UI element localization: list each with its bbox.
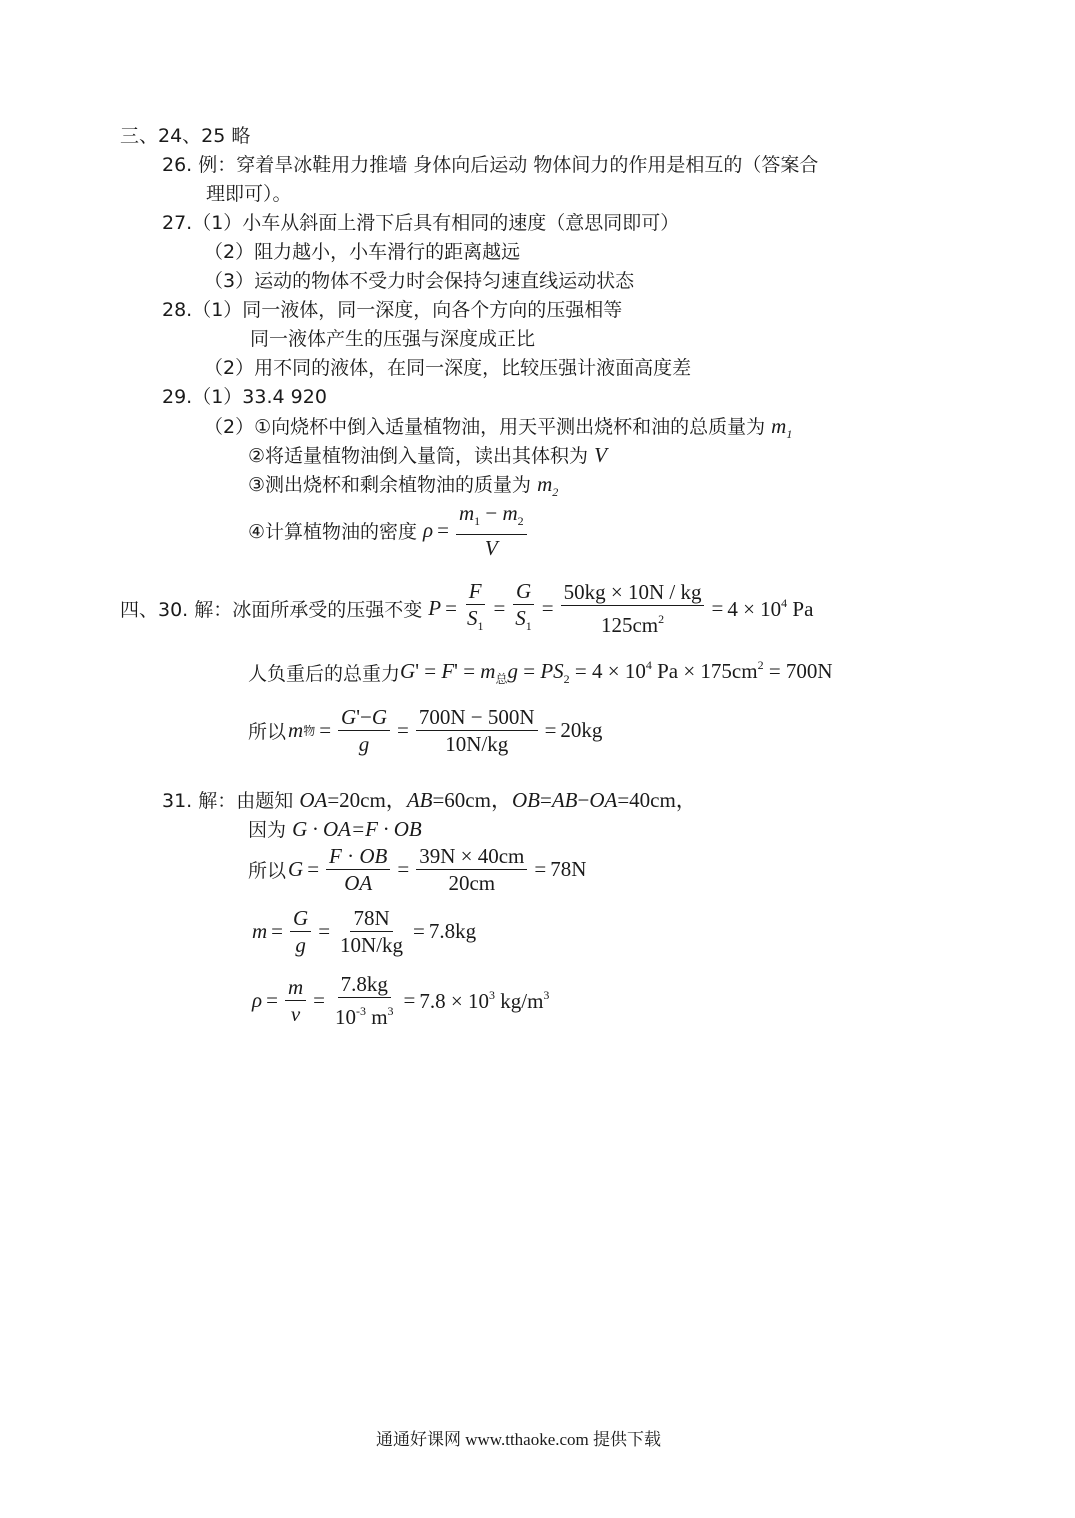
q29-v: V: [594, 443, 607, 467]
q30-line1: 四、30. 解：冰面所承受的压强不变 P = $\frac{F}{S_1}$ = $\frac{G}{S_1}$ = $\frac{50kg \times 10N / kg}{125cm^2}$ = $4 \times 10^4$ Pa: [120, 579, 814, 637]
q31-line1: 31. 解：由题知 OA=20cm，AB=60cm，OB=AB−OA=40cm，: [162, 788, 697, 812]
q31-line3: 所以 G = $\frac{F \cdot OB}{OA}$ = $\frac{39N \times 40cm}{20cm}$ = 78N: [248, 844, 587, 895]
q29-step3-text: ③测出烧杯和剩余植物油的质量为: [248, 474, 532, 496]
q30-total-weight-text: 人负重后的总重力: [248, 663, 401, 685]
q29-m1: $m_1$: [771, 414, 793, 441]
q28-line1: 28.（1）同一液体，同一深度，向各个方向的压强相等: [162, 299, 623, 321]
q30-line3: 所以 m 物 = $\frac{G'-G}{g}$ = $\frac{700N - 500N}{10N/kg}$ = 20kg: [248, 705, 603, 756]
q29-step4: ④计算植物油的密度 ρ = $\frac{m_1 - m_2}{V}$: [248, 500, 530, 561]
q30-so-text: 所以: [248, 721, 287, 743]
q31-label: 31. 解：由题知: [162, 790, 294, 812]
q29-step2-text: ②将适量植物油倒入量筒，读出其体积为: [248, 445, 589, 467]
q28-line3: （2）用不同的液体，在同一深度，比较压强计液面高度差: [204, 357, 692, 379]
q31-because: 因为: [248, 819, 287, 841]
density-fraction: $\frac{m_1 - m_2}{V}$: [456, 500, 527, 561]
q27-line1: 27.（1）小车从斜面上滑下后具有相同的速度（意思同即可）: [162, 212, 680, 234]
q29-step4-text: ④计算植物油的密度: [248, 521, 418, 543]
q28-line2: 同一液体产生的压强与深度成正比: [250, 328, 536, 350]
page-footer: 通通好课网 www.tthaoke.com 提供下载: [376, 1430, 662, 1449]
q27-line2: （2）阻力越小，小车滑行的距离越远: [204, 241, 521, 263]
q31-line4: m = $\frac{G}{g}$ = $\frac{78N}{10N/kg}$ = 7.8kg: [252, 906, 477, 957]
section-3-title: 三、24、25 略: [120, 125, 251, 147]
q30-label: 四、30. 解：冰面所承受的压强不变: [120, 599, 423, 621]
q31-line2: 因为 G · OA=F · OB: [248, 817, 422, 841]
q29-line1: 29.（1）33.4 920: [162, 386, 327, 408]
q31-line5: ρ = $\frac{m}{v}$ = $\frac{7.8kg}{10^{-3} m^3}$ = $7.8 \times 10^3$ $kg/m^3$: [252, 972, 550, 1029]
q29-m2: $m_2$: [537, 472, 559, 499]
q29-step2: [248, 443, 607, 468]
q26-line2: 理即可）。: [206, 183, 292, 205]
q29-step1: [204, 414, 792, 446]
q26-line1: 26. 例：穿着旱冰鞋用力推墙 身体向后运动 物体间力的作用是相互的（答案合: [162, 154, 819, 176]
q30-line2: 人负重后的总重力 $G' = F' = m_总g = PS_2 = 4 \times 10^4$ $Pa \times 175cm^2 = 700N$: [248, 658, 833, 686]
q29-step1-text: （2）①向烧杯中倒入适量植物油，用天平测出烧杯和油的总质量为: [204, 416, 766, 438]
q27-line3: （3）运动的物体不受力时会保持匀速直线运动状态: [204, 270, 635, 292]
q31-so: 所以: [248, 860, 287, 882]
